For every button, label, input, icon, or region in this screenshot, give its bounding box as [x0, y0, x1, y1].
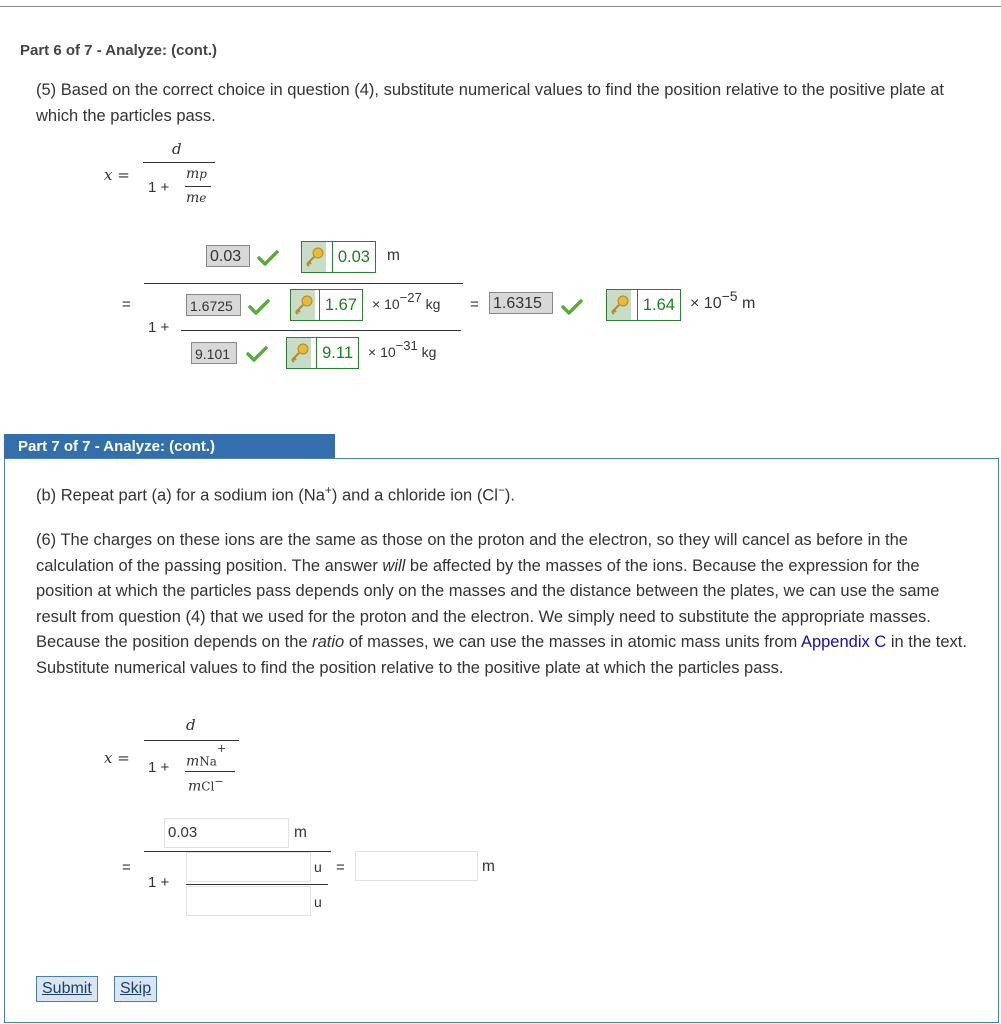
key-icon	[607, 290, 631, 320]
result-unit-7: m	[482, 858, 495, 875]
d-symbol-7: d	[186, 716, 196, 734]
result-given: 1.6315	[489, 292, 553, 314]
mp-answer-box[interactable]	[290, 289, 363, 321]
inner-fraction-bar-7	[186, 884, 328, 885]
numerator-unit-7: m	[294, 824, 307, 841]
result-answer: 1.64	[637, 290, 680, 320]
numerator-given: 0.03	[206, 245, 250, 267]
mass-ratio-bar-7	[185, 771, 235, 772]
m-cl-symbol: mCl−	[188, 775, 224, 795]
key-icon	[302, 242, 326, 272]
part7-title: Part 7 of 7 - Analyze: (cont.)	[4, 434, 335, 459]
inner-fraction-bar	[181, 330, 461, 331]
me-answer-box[interactable]	[286, 337, 359, 369]
x-equals-7: x =	[104, 749, 130, 767]
mp-answer: 1.67	[319, 290, 362, 320]
result-exponent: × 10−5 m	[690, 288, 756, 312]
cl-mass-input[interactable]	[186, 886, 311, 916]
result-answer-box[interactable]	[606, 289, 681, 321]
numerator-answer-box[interactable]	[301, 241, 376, 273]
part7-header-line	[335, 458, 999, 459]
me-symbol: me	[186, 190, 207, 206]
checkmark-icon	[561, 298, 583, 316]
checkmark-icon	[246, 345, 268, 363]
na-mass-input[interactable]	[186, 852, 311, 882]
eq-sign-7: =	[122, 859, 131, 876]
one-plus-7: 1 +	[148, 759, 170, 776]
checkmark-icon	[257, 249, 279, 267]
checkmark-icon	[248, 298, 270, 316]
eq-sign: =	[122, 296, 131, 313]
part7-explanation: (6) The charges on these ions are the same as those on the proton and the electron, so they will cancel as before in the calculation of the passing position. The answer will be affected by the masses of the ions. Because the expression for the position at which the particles pass depends only on the masses and the distance between the plates, we can use the same result from question (4) that we used for the proton and the electron. We simply need to substitute the appropriate masses. Because the position depends on the ratio of masses, we can use the masses in atomic mass units from Appendix C in the text. Substitute numerical values to find the position relative to the positive plate at which the particles pass.	[36, 531, 967, 677]
na-unit: u	[314, 859, 322, 875]
key-icon	[291, 290, 315, 320]
cl-unit: u	[314, 894, 322, 910]
mp-exponent: × 10−27 kg	[372, 290, 441, 312]
me-given: 9.101	[191, 342, 237, 364]
submit-button[interactable]: Submit	[36, 976, 98, 1002]
part6-title: Part 6 of 7 - Analyze: (cont.)	[20, 42, 217, 59]
fraction-bar	[143, 162, 215, 163]
fraction-bar-7	[144, 740, 239, 741]
part7-question-b: (b) Repeat part (a) for a sodium ion (Na+) and a chloride ion (Cl−).	[36, 483, 515, 505]
numerator-input[interactable]: 0.03	[164, 818, 289, 848]
skip-button[interactable]: Skip	[114, 976, 157, 1002]
one-plus: 1 +	[148, 179, 170, 196]
one-plus-numeric: 1 +	[148, 319, 170, 336]
main-fraction-bar	[144, 283, 463, 284]
numerator-unit: m	[387, 247, 400, 264]
one-plus-numeric-7: 1 +	[148, 874, 170, 891]
m-na-symbol: mNa+	[186, 742, 227, 770]
appendix-c-link[interactable]: Appendix C	[800, 633, 887, 651]
mass-ratio-bar	[185, 186, 211, 187]
result-eq-7: =	[336, 859, 345, 876]
key-icon	[287, 338, 311, 368]
part6-question: (5) Based on the correct choice in question (4), substitute numerical values to find the position relative to the positive plate at which the particles pass.	[36, 81, 944, 125]
mp-given: 1.6725	[186, 294, 241, 316]
numerator-answer: 0.03	[332, 242, 375, 272]
me-exponent: × 10−31 kg	[368, 338, 437, 360]
x-equals: x =	[104, 166, 130, 184]
result-eq: =	[470, 296, 479, 313]
d-symbol: d	[172, 140, 182, 158]
result-input[interactable]	[355, 851, 478, 881]
top-divider	[0, 6, 1001, 7]
me-answer: 9.11	[316, 338, 358, 368]
mp-symbol: mp	[186, 166, 207, 182]
